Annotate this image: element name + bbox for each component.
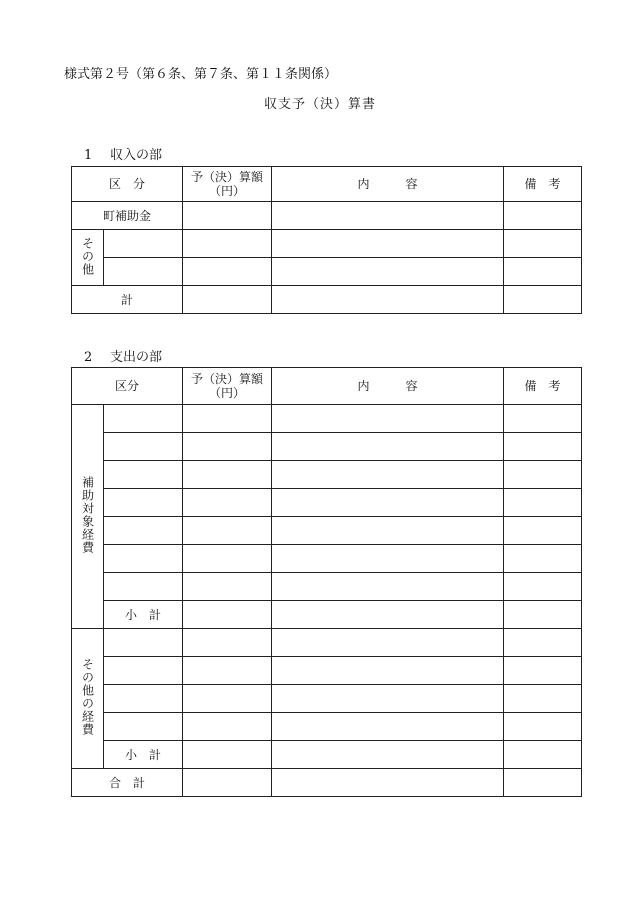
expense-other-1-amount-cell[interactable]: [183, 629, 272, 657]
expense-subsidy-1-amount-cell[interactable]: [183, 405, 272, 433]
expense-subsidy-4-amount-cell[interactable]: [183, 489, 272, 517]
expense-subsidy-7-amount-cell[interactable]: [183, 573, 272, 601]
expense-subsidy-3-content-cell[interactable]: [272, 461, 504, 489]
expense-subsidy-5-amount-cell[interactable]: [183, 517, 272, 545]
expense-other-2-content-cell[interactable]: [272, 657, 504, 685]
income-town-subsidy-content-cell[interactable]: [272, 202, 504, 230]
expense-header-category: 区分: [72, 368, 183, 405]
expense-subsidy-subtotal-remarks-cell[interactable]: [504, 601, 582, 629]
income-other-2-amount-cell[interactable]: [183, 258, 272, 286]
expense-subsidy-row-2: [72, 433, 582, 461]
income-other-2-remarks-cell[interactable]: [504, 258, 582, 286]
expense-other-4-item-cell[interactable]: [104, 713, 183, 741]
expense-other-subtotal-amount-cell[interactable]: [183, 741, 272, 769]
expense-other-4-remarks-cell[interactable]: [504, 713, 582, 741]
expense-subsidy-row-4: [72, 489, 582, 517]
expense-grand-total-amount-cell[interactable]: [183, 769, 272, 797]
expense-other-1-item-cell[interactable]: [104, 629, 183, 657]
expense-subsidy-subtotal-content-cell[interactable]: [272, 601, 504, 629]
expense-grand-total-row: [72, 769, 582, 797]
expense-subsidy-4-content-cell[interactable]: [272, 489, 504, 517]
expense-grand-total-content-cell[interactable]: [272, 769, 504, 797]
expense-other-subtotal-content-cell[interactable]: [272, 741, 504, 769]
income-header-amount: [183, 167, 272, 202]
income-other-2-content-cell[interactable]: [272, 258, 504, 286]
form-number: 様式第２号（第６条、第７条、第１１条関係）: [64, 67, 338, 82]
expense-subsidy-subtotal-row: [72, 601, 582, 629]
expense-other-3-amount-cell[interactable]: [183, 685, 272, 713]
expense-header-amount: [183, 368, 272, 405]
expense-subsidy-4-item-cell[interactable]: [104, 489, 183, 517]
expense-subsidy-5-content-cell[interactable]: [272, 517, 504, 545]
expense-other-3-item-cell[interactable]: [104, 685, 183, 713]
expense-subsidy-1-item-cell[interactable]: [104, 405, 183, 433]
expense-subsidy-row-6: [72, 545, 582, 573]
expense-subsidy-6-amount-cell[interactable]: [183, 545, 272, 573]
expense-subsidy-6-content-cell[interactable]: [272, 545, 504, 573]
income-total-label: 計: [72, 286, 183, 314]
income-header-amount-line1: 予（決）算額: [191, 170, 264, 184]
income-total-content-cell[interactable]: [272, 286, 504, 314]
expense-subsidy-3-remarks-cell[interactable]: [504, 461, 582, 489]
income-other-1-remarks-cell[interactable]: [504, 230, 582, 258]
expense-other-group-cell: [72, 629, 104, 769]
expense-header-amount-line2: （円）: [209, 386, 246, 400]
income-total-amount-cell[interactable]: [183, 286, 272, 314]
expense-other-4-amount-cell[interactable]: [183, 713, 272, 741]
expense-other-1-content-cell[interactable]: [272, 629, 504, 657]
expense-subsidy-6-remarks-cell[interactable]: [504, 545, 582, 573]
income-other-1-content-cell[interactable]: [272, 230, 504, 258]
expense-section-title: [84, 346, 162, 365]
expense-other-2-amount-cell[interactable]: [183, 657, 272, 685]
expense-subsidy-2-amount-cell[interactable]: [183, 433, 272, 461]
expense-subsidy-row-5: [72, 517, 582, 545]
expense-subsidy-3-amount-cell[interactable]: [183, 461, 272, 489]
income-header-content: 内 容: [272, 167, 504, 202]
expense-other-2-remarks-cell[interactable]: [504, 657, 582, 685]
expense-grand-total-label: 合 計: [72, 769, 183, 797]
expense-section-label: 支出の部: [110, 350, 163, 365]
income-row-other-2: [72, 258, 582, 286]
expense-subsidy-7-item-cell[interactable]: [104, 573, 183, 601]
income-total-remarks-cell[interactable]: [504, 286, 582, 314]
expense-subsidy-1-content-cell[interactable]: [272, 405, 504, 433]
expense-other-row-2: [72, 657, 582, 685]
income-header-category: 区 分: [72, 167, 183, 202]
income-table: [71, 166, 582, 314]
expense-subsidy-5-item-cell[interactable]: [104, 517, 183, 545]
expense-subsidy-row-1: [72, 405, 582, 433]
income-other-label-cell: [72, 230, 104, 286]
income-town-subsidy-remarks-cell[interactable]: [504, 202, 582, 230]
income-town-subsidy-label: 町補助金: [72, 202, 183, 230]
income-section-label: 収入の部: [110, 148, 163, 163]
expense-subsidy-4-remarks-cell[interactable]: [504, 489, 582, 517]
expense-grand-total-remarks-cell[interactable]: [504, 769, 582, 797]
expense-other-row-4: [72, 713, 582, 741]
expense-other-3-remarks-cell[interactable]: [504, 685, 582, 713]
expense-subsidy-2-remarks-cell[interactable]: [504, 433, 582, 461]
income-row-total: [72, 286, 582, 314]
income-other-label: その他: [80, 236, 95, 276]
income-header-remarks: 備 考: [504, 167, 582, 202]
expense-other-row-3: [72, 685, 582, 713]
expense-subsidy-group-label: 補助対象経費: [80, 476, 95, 554]
expense-other-4-content-cell[interactable]: [272, 713, 504, 741]
income-row-other-1: [72, 230, 582, 258]
expense-subsidy-group-cell: [72, 405, 104, 629]
income-row-town-subsidy: [72, 202, 582, 230]
expense-subsidy-3-item-cell[interactable]: [104, 461, 183, 489]
expense-subsidy-row-3: [72, 461, 582, 489]
expense-subsidy-subtotal-label: 小 計: [104, 601, 183, 629]
document-title: 収支予（決）算書: [263, 97, 376, 112]
expense-subsidy-subtotal-amount-cell[interactable]: [183, 601, 272, 629]
income-header-amount-line2: （円）: [209, 184, 246, 198]
income-header-row: [72, 167, 582, 202]
expense-section-number: 2: [84, 350, 93, 365]
expense-header-remarks: 備 考: [504, 368, 582, 405]
expense-other-2-item-cell[interactable]: [104, 657, 183, 685]
income-other-1-item-cell[interactable]: [104, 230, 183, 258]
expense-other-group-label: その他の経費: [80, 658, 95, 736]
expense-other-1-remarks-cell[interactable]: [504, 629, 582, 657]
expense-header-content: 内 容: [272, 368, 504, 405]
expense-subsidy-5-remarks-cell[interactable]: [504, 517, 582, 545]
income-town-subsidy-amount-cell[interactable]: [183, 202, 272, 230]
expense-header-amount-line1: 予（決）算額: [191, 372, 264, 386]
expense-subsidy-2-item-cell[interactable]: [104, 433, 183, 461]
income-section-number: 1: [84, 148, 93, 163]
expense-subsidy-2-content-cell[interactable]: [272, 433, 504, 461]
expense-other-3-content-cell[interactable]: [272, 685, 504, 713]
expense-subsidy-6-item-cell[interactable]: [104, 545, 183, 573]
expense-other-row-1: [72, 629, 582, 657]
expense-other-subtotal-remarks-cell[interactable]: [504, 741, 582, 769]
expense-subsidy-1-remarks-cell[interactable]: [504, 405, 582, 433]
expense-subsidy-7-content-cell[interactable]: [272, 573, 504, 601]
income-section-title: [84, 144, 162, 163]
expense-other-subtotal-row: [72, 741, 582, 769]
income-other-2-item-cell[interactable]: [104, 258, 183, 286]
income-other-1-amount-cell[interactable]: [183, 230, 272, 258]
expense-other-subtotal-label: 小 計: [104, 741, 183, 769]
expense-header-row: [72, 368, 582, 405]
expense-subsidy-7-remarks-cell[interactable]: [504, 573, 582, 601]
expense-subsidy-row-7: [72, 573, 582, 601]
expense-table: [71, 367, 582, 797]
